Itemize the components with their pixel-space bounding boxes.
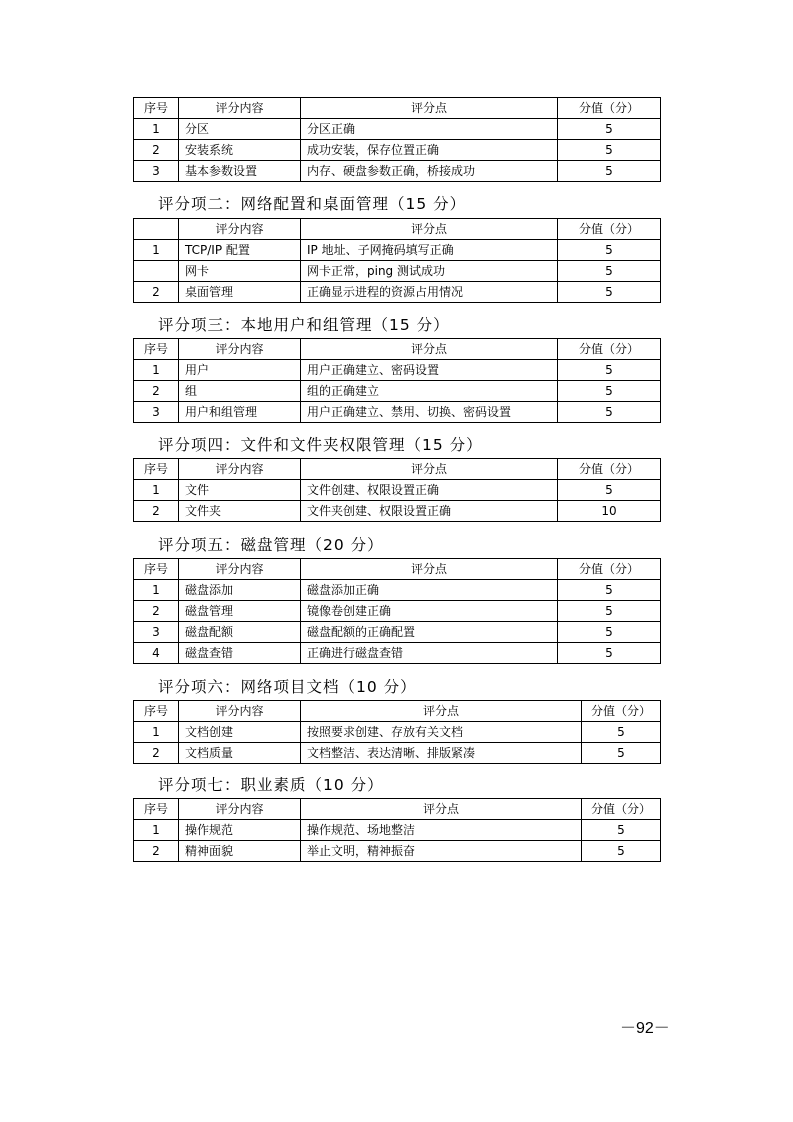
cell-score: 5	[582, 743, 661, 764]
cell-points: 文件夹创建、权限设置正确	[301, 501, 558, 522]
table-row	[134, 282, 661, 303]
table-4	[133, 458, 661, 522]
section-title: 评分项六：网络项目文档（10 分）	[158, 678, 417, 696]
cell-points: 成功安装，保存位置正确	[301, 140, 558, 161]
table-row	[134, 722, 661, 743]
header-no: 序号	[134, 701, 179, 722]
header-content: 评分内容	[179, 799, 301, 820]
header-row	[134, 219, 661, 240]
cell-content: 磁盘配额	[179, 622, 301, 643]
cell-content: 安装系统	[179, 140, 301, 161]
table-row	[134, 643, 661, 664]
table-row	[134, 601, 661, 622]
header-points: 评分点	[301, 701, 582, 722]
table-row	[134, 140, 661, 161]
cell-no: 2	[134, 140, 179, 161]
cell-content: 基本参数设置	[179, 161, 301, 182]
cell-no: 1	[134, 820, 179, 841]
cell-score: 5	[558, 282, 661, 303]
header-row	[134, 799, 661, 820]
cell-no: 3	[134, 622, 179, 643]
cell-score: 5	[558, 140, 661, 161]
cell-no: 1	[134, 580, 179, 601]
header-points: 评分点	[301, 98, 558, 119]
header-content: 评分内容	[179, 559, 301, 580]
cell-score: 5	[558, 580, 661, 601]
table-row	[134, 743, 661, 764]
cell-content: 磁盘查错	[179, 643, 301, 664]
cell-content: 文件	[179, 480, 301, 501]
table-6	[133, 700, 661, 764]
table-row	[134, 841, 661, 862]
header-no: 序号	[134, 339, 179, 360]
section-title: 评分项二：网络配置和桌面管理（15 分）	[158, 195, 467, 213]
table-row	[134, 240, 661, 261]
header-content: 评分内容	[179, 98, 301, 119]
cell-points: 分区正确	[301, 119, 558, 140]
header-row	[134, 701, 661, 722]
header-row	[134, 559, 661, 580]
header-points: 评分点	[301, 559, 558, 580]
header-score: 分值（分）	[582, 799, 661, 820]
cell-no: 3	[134, 402, 179, 423]
header-no: 序号	[134, 559, 179, 580]
header-score: 分值（分）	[558, 98, 661, 119]
cell-content: 网卡	[179, 261, 301, 282]
cell-content: 组	[179, 381, 301, 402]
score-table	[133, 338, 661, 423]
cell-score: 5	[558, 119, 661, 140]
cell-no: 1	[134, 480, 179, 501]
table-7	[133, 798, 661, 862]
page-number: －92－	[620, 1020, 670, 1037]
header-score: 分值（分）	[558, 219, 661, 240]
cell-no: 1	[134, 722, 179, 743]
cell-content: TCP/IP 配置	[179, 240, 301, 261]
header-points: 评分点	[301, 459, 558, 480]
table-3	[133, 338, 661, 423]
cell-content: 精神面貌	[179, 841, 301, 862]
table-row	[134, 501, 661, 522]
header-score: 分值（分）	[558, 459, 661, 480]
cell-score: 10	[558, 501, 661, 522]
table-5	[133, 558, 661, 664]
header-no	[134, 219, 179, 240]
cell-score: 5	[582, 820, 661, 841]
cell-no: 2	[134, 743, 179, 764]
section-title: 评分项五：磁盘管理（20 分）	[158, 536, 384, 554]
score-table	[133, 558, 661, 664]
header-content: 评分内容	[179, 701, 301, 722]
cell-score: 5	[558, 240, 661, 261]
cell-points: 网卡正常，ping 测试成功	[301, 261, 558, 282]
score-table	[133, 458, 661, 522]
cell-score: 5	[558, 480, 661, 501]
section-title: 评分项三：本地用户和组管理（15 分）	[158, 316, 450, 334]
cell-score: 5	[582, 841, 661, 862]
cell-points: 正确进行磁盘查错	[301, 643, 558, 664]
score-table	[133, 798, 661, 862]
table-row	[134, 119, 661, 140]
table-1	[133, 97, 661, 182]
cell-content: 分区	[179, 119, 301, 140]
cell-points: 镜像卷创建正确	[301, 601, 558, 622]
table-row	[134, 360, 661, 381]
cell-no: 2	[134, 601, 179, 622]
cell-no	[134, 261, 179, 282]
cell-points: 内存、硬盘参数正确，桥接成功	[301, 161, 558, 182]
cell-score: 5	[558, 402, 661, 423]
cell-points: 文件创建、权限设置正确	[301, 480, 558, 501]
cell-points: 磁盘添加正确	[301, 580, 558, 601]
cell-no: 2	[134, 841, 179, 862]
cell-no: 2	[134, 282, 179, 303]
header-score: 分值（分）	[558, 339, 661, 360]
cell-score: 5	[558, 601, 661, 622]
table-row	[134, 622, 661, 643]
section-title: 评分项七：职业素质（10 分）	[158, 776, 384, 794]
cell-points: IP 地址、子网掩码填写正确	[301, 240, 558, 261]
cell-points: 正确显示进程的资源占用情况	[301, 282, 558, 303]
header-score: 分值（分）	[558, 559, 661, 580]
cell-content: 用户和组管理	[179, 402, 301, 423]
cell-points: 操作规范、场地整洁	[301, 820, 582, 841]
cell-no: 3	[134, 161, 179, 182]
header-no: 序号	[134, 459, 179, 480]
header-points: 评分点	[301, 799, 582, 820]
score-table	[133, 700, 661, 764]
cell-points: 磁盘配额的正确配置	[301, 622, 558, 643]
cell-no: 2	[134, 501, 179, 522]
header-row	[134, 339, 661, 360]
cell-points: 用户正确建立、禁用、切换、密码设置	[301, 402, 558, 423]
table-row	[134, 402, 661, 423]
header-row	[134, 459, 661, 480]
cell-content: 磁盘添加	[179, 580, 301, 601]
header-content: 评分内容	[179, 219, 301, 240]
cell-points: 举止文明，精神振奋	[301, 841, 582, 862]
cell-points: 按照要求创建、存放有关文档	[301, 722, 582, 743]
cell-points: 用户正确建立、密码设置	[301, 360, 558, 381]
cell-content: 桌面管理	[179, 282, 301, 303]
cell-points: 组的正确建立	[301, 381, 558, 402]
header-points: 评分点	[301, 219, 558, 240]
cell-score: 5	[558, 381, 661, 402]
cell-content: 文档质量	[179, 743, 301, 764]
score-table	[133, 97, 661, 182]
header-content: 评分内容	[179, 459, 301, 480]
cell-content: 文件夹	[179, 501, 301, 522]
section-title: 评分项四：文件和文件夹权限管理（15 分）	[158, 436, 483, 454]
table-row	[134, 480, 661, 501]
cell-score: 5	[558, 261, 661, 282]
header-no: 序号	[134, 799, 179, 820]
cell-content: 磁盘管理	[179, 601, 301, 622]
table-row	[134, 381, 661, 402]
table-2	[133, 218, 661, 303]
cell-score: 5	[558, 360, 661, 381]
cell-content: 文档创建	[179, 722, 301, 743]
header-points: 评分点	[301, 339, 558, 360]
cell-score: 5	[558, 161, 661, 182]
cell-score: 5	[558, 622, 661, 643]
header-no: 序号	[134, 98, 179, 119]
cell-no: 2	[134, 381, 179, 402]
table-row	[134, 820, 661, 841]
score-table	[133, 218, 661, 303]
cell-content: 用户	[179, 360, 301, 381]
table-row	[134, 161, 661, 182]
cell-no: 1	[134, 360, 179, 381]
header-row	[134, 98, 661, 119]
cell-no: 1	[134, 240, 179, 261]
cell-score: 5	[558, 643, 661, 664]
cell-content: 操作规范	[179, 820, 301, 841]
table-row	[134, 580, 661, 601]
header-content: 评分内容	[179, 339, 301, 360]
cell-score: 5	[582, 722, 661, 743]
cell-no: 4	[134, 643, 179, 664]
cell-points: 文档整洁、表达清晰、排版紧凑	[301, 743, 582, 764]
header-score: 分值（分）	[582, 701, 661, 722]
cell-no: 1	[134, 119, 179, 140]
table-row	[134, 261, 661, 282]
